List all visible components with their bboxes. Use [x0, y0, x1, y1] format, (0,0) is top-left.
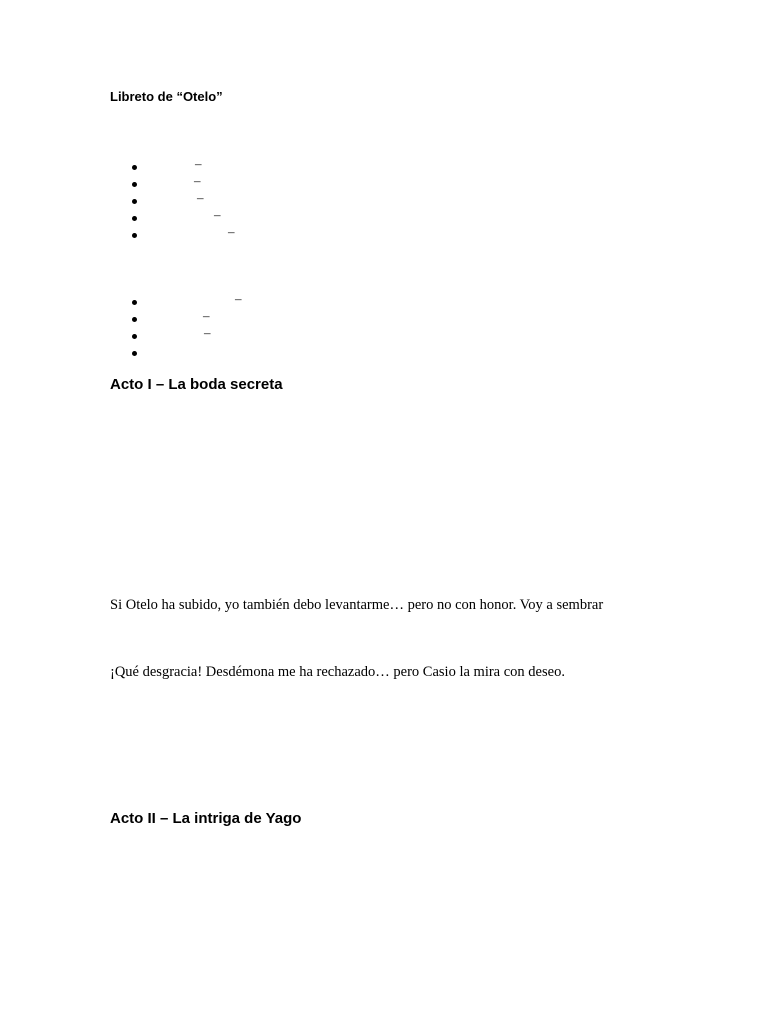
- document-title: Libreto de “Otelo”: [110, 89, 223, 104]
- dash-separator: –: [235, 291, 242, 306]
- bullet-icon: [132, 199, 137, 204]
- act-1-heading: Acto I – La boda secreta: [110, 376, 283, 393]
- dash-separator: –: [195, 156, 202, 171]
- bullet-icon: [132, 334, 137, 339]
- dialogue-line: Si Otelo ha subido, yo también debo levantarme… pero no con honor. Voy a sembrar: [110, 597, 604, 613]
- bullet-icon: [132, 165, 137, 170]
- bullet-icon: [132, 216, 137, 221]
- dash-separator: –: [228, 224, 235, 239]
- dialogue-line: ¡Qué desgracia! Desdémona me ha rechazado… pero Casio la mira con deseo.: [110, 664, 565, 680]
- act-2-heading: Acto II – La intriga de Yago: [110, 810, 302, 827]
- dash-separator: –: [194, 173, 201, 188]
- dash-separator: –: [203, 308, 210, 323]
- dash-separator: –: [214, 207, 221, 222]
- bullet-icon: [132, 300, 137, 305]
- dash-separator: –: [204, 325, 211, 340]
- dash-separator: –: [197, 190, 204, 205]
- bullet-icon: [132, 351, 137, 356]
- bullet-icon: [132, 182, 137, 187]
- bullet-icon: [132, 233, 137, 238]
- bullet-icon: [132, 317, 137, 322]
